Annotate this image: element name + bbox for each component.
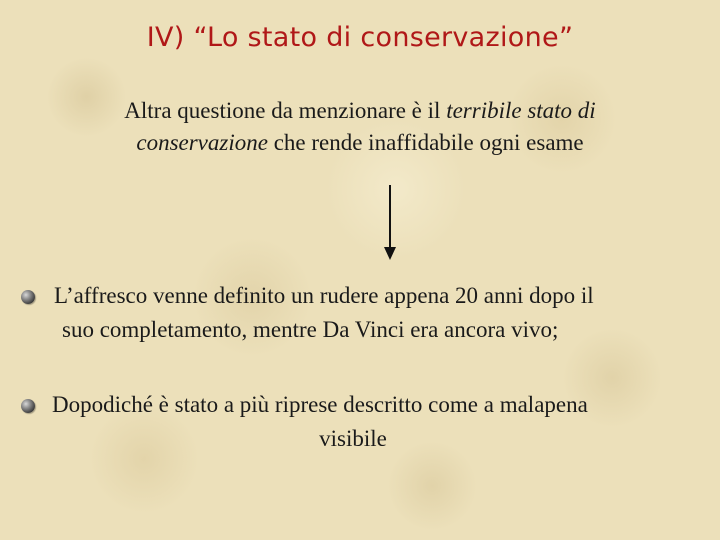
bullet-line: L’affresco venne definito un rudere appena 20 anni dopo il [54, 283, 594, 308]
bullet-line: suo completamento, mentre Da Vinci era ancora vivo; [62, 317, 559, 342]
intro-paragraph [70, 95, 650, 159]
bullet-line: visibile [319, 426, 387, 451]
intro-text-end: che rende inaffidabile ogni esame [267, 130, 584, 155]
intro-emphasis: terribile stato di conservazione [136, 98, 596, 155]
bullet-item [48, 279, 718, 347]
slide-title: IV) “Lo stato di conservazione” [146, 22, 574, 53]
bullet-item [48, 388, 718, 456]
sphere-bullet-icon [21, 290, 35, 304]
bullet-line: Dopodiché è stato a più riprese descritto come a malapena [52, 392, 588, 417]
sphere-bullet-icon [21, 399, 35, 413]
intro-text-start: Altra questione da menzionare è il [124, 98, 447, 123]
down-arrow-icon [380, 185, 400, 261]
